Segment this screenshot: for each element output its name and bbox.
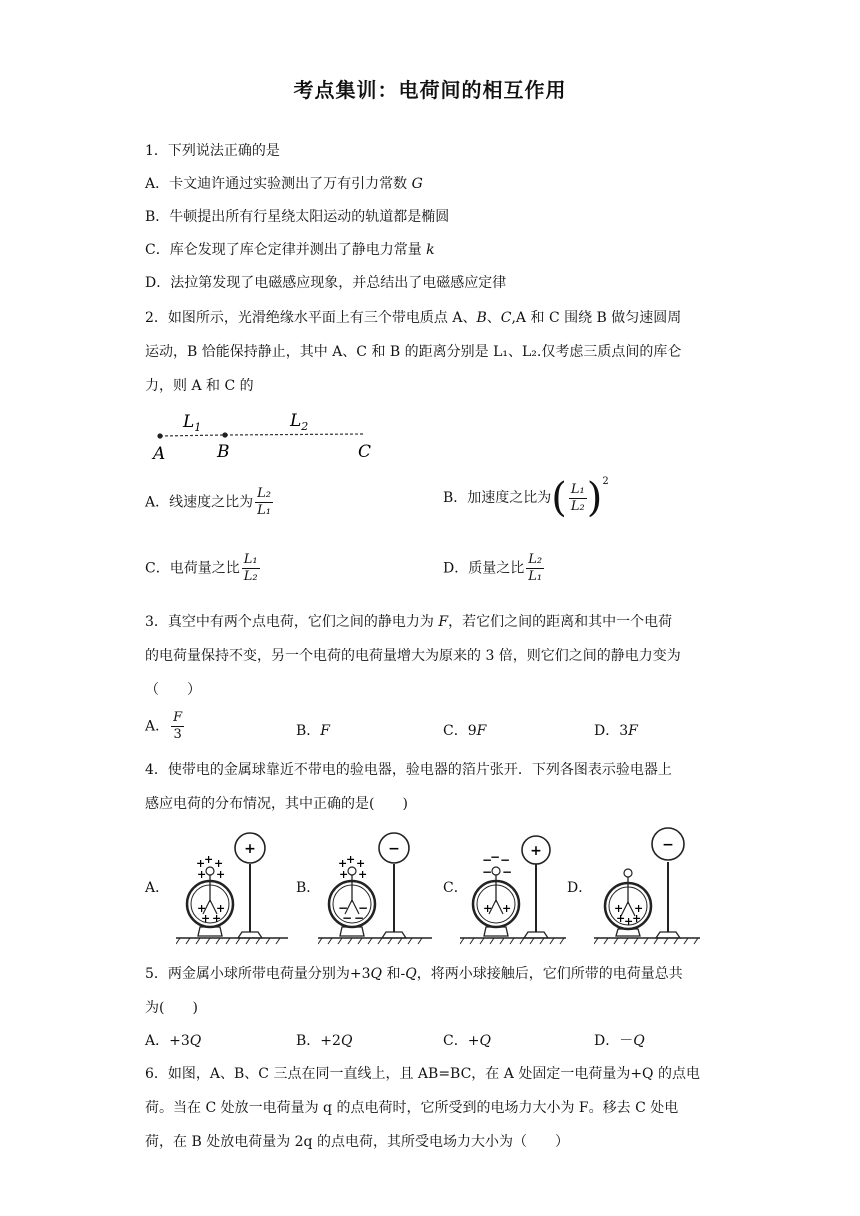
svg-text:+: + — [197, 868, 207, 881]
svg-text:+: + — [339, 868, 349, 881]
q4-option-c-label: C． — [443, 880, 468, 896]
q1-option-a: A．卡文迪许通过实验测出了万有引力常数 G — [145, 176, 423, 192]
svg-text:+: + — [502, 902, 512, 915]
svg-text:+: + — [632, 912, 642, 925]
q5-option-d: D．－Q — [594, 1033, 645, 1049]
svg-text:−: − — [482, 853, 493, 867]
q1-option-b: B．牛顿提出所有行星绕太阳运动的轨道都是椭圆 — [145, 209, 450, 225]
point-b — [222, 432, 227, 437]
svg-text:+: + — [616, 912, 626, 925]
electroscope-figure-a — [176, 828, 294, 948]
label-b: B — [217, 442, 230, 462]
q2-stem-line2: 运动，B 恰能保持静止，其中 A、C 和 B 的距离分别是 L₁、L₂.仅考虑三质点间的库仑 — [145, 344, 682, 360]
q5-option-a: A．+3Q — [145, 1033, 202, 1049]
q5-stem-line1: 5．两金属小球所带电荷量分别为+3Q 和-Q，将两小球接触后，它们所带的电荷量总共 — [145, 966, 683, 982]
electroscope-figure-d — [594, 822, 704, 948]
q5-stem-line2: 为( ) — [145, 1000, 198, 1016]
svg-text:+: + — [204, 853, 214, 866]
q3-option-c: C．9F — [443, 723, 487, 739]
q3-option-d: D．3F — [594, 723, 638, 739]
ball-sign-d: − — [662, 837, 674, 853]
q2-option-b: B．加速度之比为( $\frac{\text{L₁}}{\text{L₂}}$ )2 — [443, 475, 609, 521]
q6-stem-line2: 荷。当在 C 处放一电荷量为 q 的点电荷时，它所受到的电场力大小为 F。移去 C 处电 — [145, 1100, 679, 1116]
svg-text:+: + — [201, 912, 211, 925]
q4-option-a-label: A． — [145, 880, 170, 896]
q1-option-d: D．法拉第发现了电磁感应现象，并总结出了电磁感应定律 — [145, 275, 507, 291]
point-a — [157, 433, 162, 438]
svg-text:−: − — [342, 911, 353, 925]
electroscope-figure-b — [318, 828, 436, 948]
svg-text:+: + — [216, 868, 226, 881]
svg-text:−: − — [358, 901, 369, 915]
q3-option-a: A． $\frac{F}{3}$ — [145, 710, 183, 742]
q2-figure — [145, 405, 385, 465]
svg-text:−: − — [482, 865, 493, 879]
q3-option-b: B．F — [296, 723, 331, 739]
q2-option-c: C．电荷量之比 $\frac{\text{L₁}}{\text{L₂}}$ — [145, 552, 258, 584]
svg-text:+: + — [214, 857, 224, 870]
q4-option-d-label: D． — [567, 880, 593, 896]
svg-text:+: + — [196, 857, 206, 870]
q3-stem-line1: 3．真空中有两个点电荷，它们之间的静电力为 F，若它们之间的距离和其中一个电荷 — [145, 614, 673, 630]
q5-option-c: C．+Q — [443, 1033, 491, 1049]
svg-text:−: − — [490, 850, 501, 864]
q2-stem-line1: 2．如图所示，光滑绝缘水平面上有三个带电质点 A、B、C,A 和 C 围绕 B 做匀速圆周 — [145, 310, 682, 326]
q5-option-b: B．+2Q — [296, 1033, 353, 1049]
svg-text:+: + — [483, 902, 493, 915]
q2-stem-line3: 力，则 A 和 C 的 — [145, 378, 254, 394]
label-l1: $L_1$ — [183, 412, 202, 434]
q4-stem-line1: 4．使带电的金属球靠近不带电的验电器，验电器的箔片张开．下列各图表示验电器上 — [145, 762, 672, 778]
ball-sign-c: + — [530, 843, 542, 859]
q4-stem-line2: 感应电荷的分布情况，其中正确的是( ) — [145, 796, 408, 812]
svg-text:−: − — [354, 911, 365, 925]
svg-text:−: − — [500, 853, 511, 867]
q2-option-a: A．线速度之比为 $\frac{\text{L₂}}{\text{L₁}}$ — [145, 486, 271, 518]
svg-text:+: + — [634, 902, 644, 915]
svg-text:+: + — [358, 868, 368, 881]
ball-sign-b: − — [388, 841, 400, 857]
label-c: C — [358, 442, 372, 462]
svg-text:+: + — [356, 857, 366, 870]
q3-stem-line3: （ ） — [145, 682, 201, 698]
svg-text:−: − — [338, 901, 349, 915]
q2-option-d: D．质量之比 $\frac{\text{L₂}}{\text{L₁}}$ — [443, 552, 543, 584]
q6-stem-line3: 荷，在 B 处放电荷量为 2q 的点电荷，其所受电场力大小为（ ） — [145, 1134, 569, 1150]
electroscope-figure-c — [460, 828, 572, 948]
svg-text:+: + — [216, 902, 226, 915]
q1-stem: 1．下列说法正确的是 — [145, 143, 280, 159]
q4-option-b-label: B． — [296, 880, 321, 896]
svg-text:+: + — [624, 915, 634, 928]
page-title: 考点集训：电荷间的相互作用 — [293, 78, 567, 102]
label-l2: $L_2$ — [290, 411, 309, 433]
svg-text:+: + — [197, 902, 207, 915]
q6-stem-line1: 6．如图，A、B、C 三点在同一直线上，且 AB=BC，在 A 处固定一电荷量为+Q 的点电 — [145, 1066, 700, 1082]
svg-text:+: + — [346, 853, 356, 866]
svg-text:+: + — [614, 902, 624, 915]
svg-text:+: + — [212, 912, 222, 925]
label-a: A — [153, 444, 166, 464]
q3-stem-line2: 的电荷量保持不变，另一个电荷的电荷量增大为原来的 3 倍，则它们之间的静电力变为 — [145, 648, 681, 664]
q1-option-c: C．库仑发现了库仑定律并测出了静电力常量 k — [145, 242, 435, 258]
ball-sign-a: + — [244, 841, 256, 857]
svg-text:+: + — [338, 857, 348, 870]
svg-text:−: − — [502, 865, 513, 879]
